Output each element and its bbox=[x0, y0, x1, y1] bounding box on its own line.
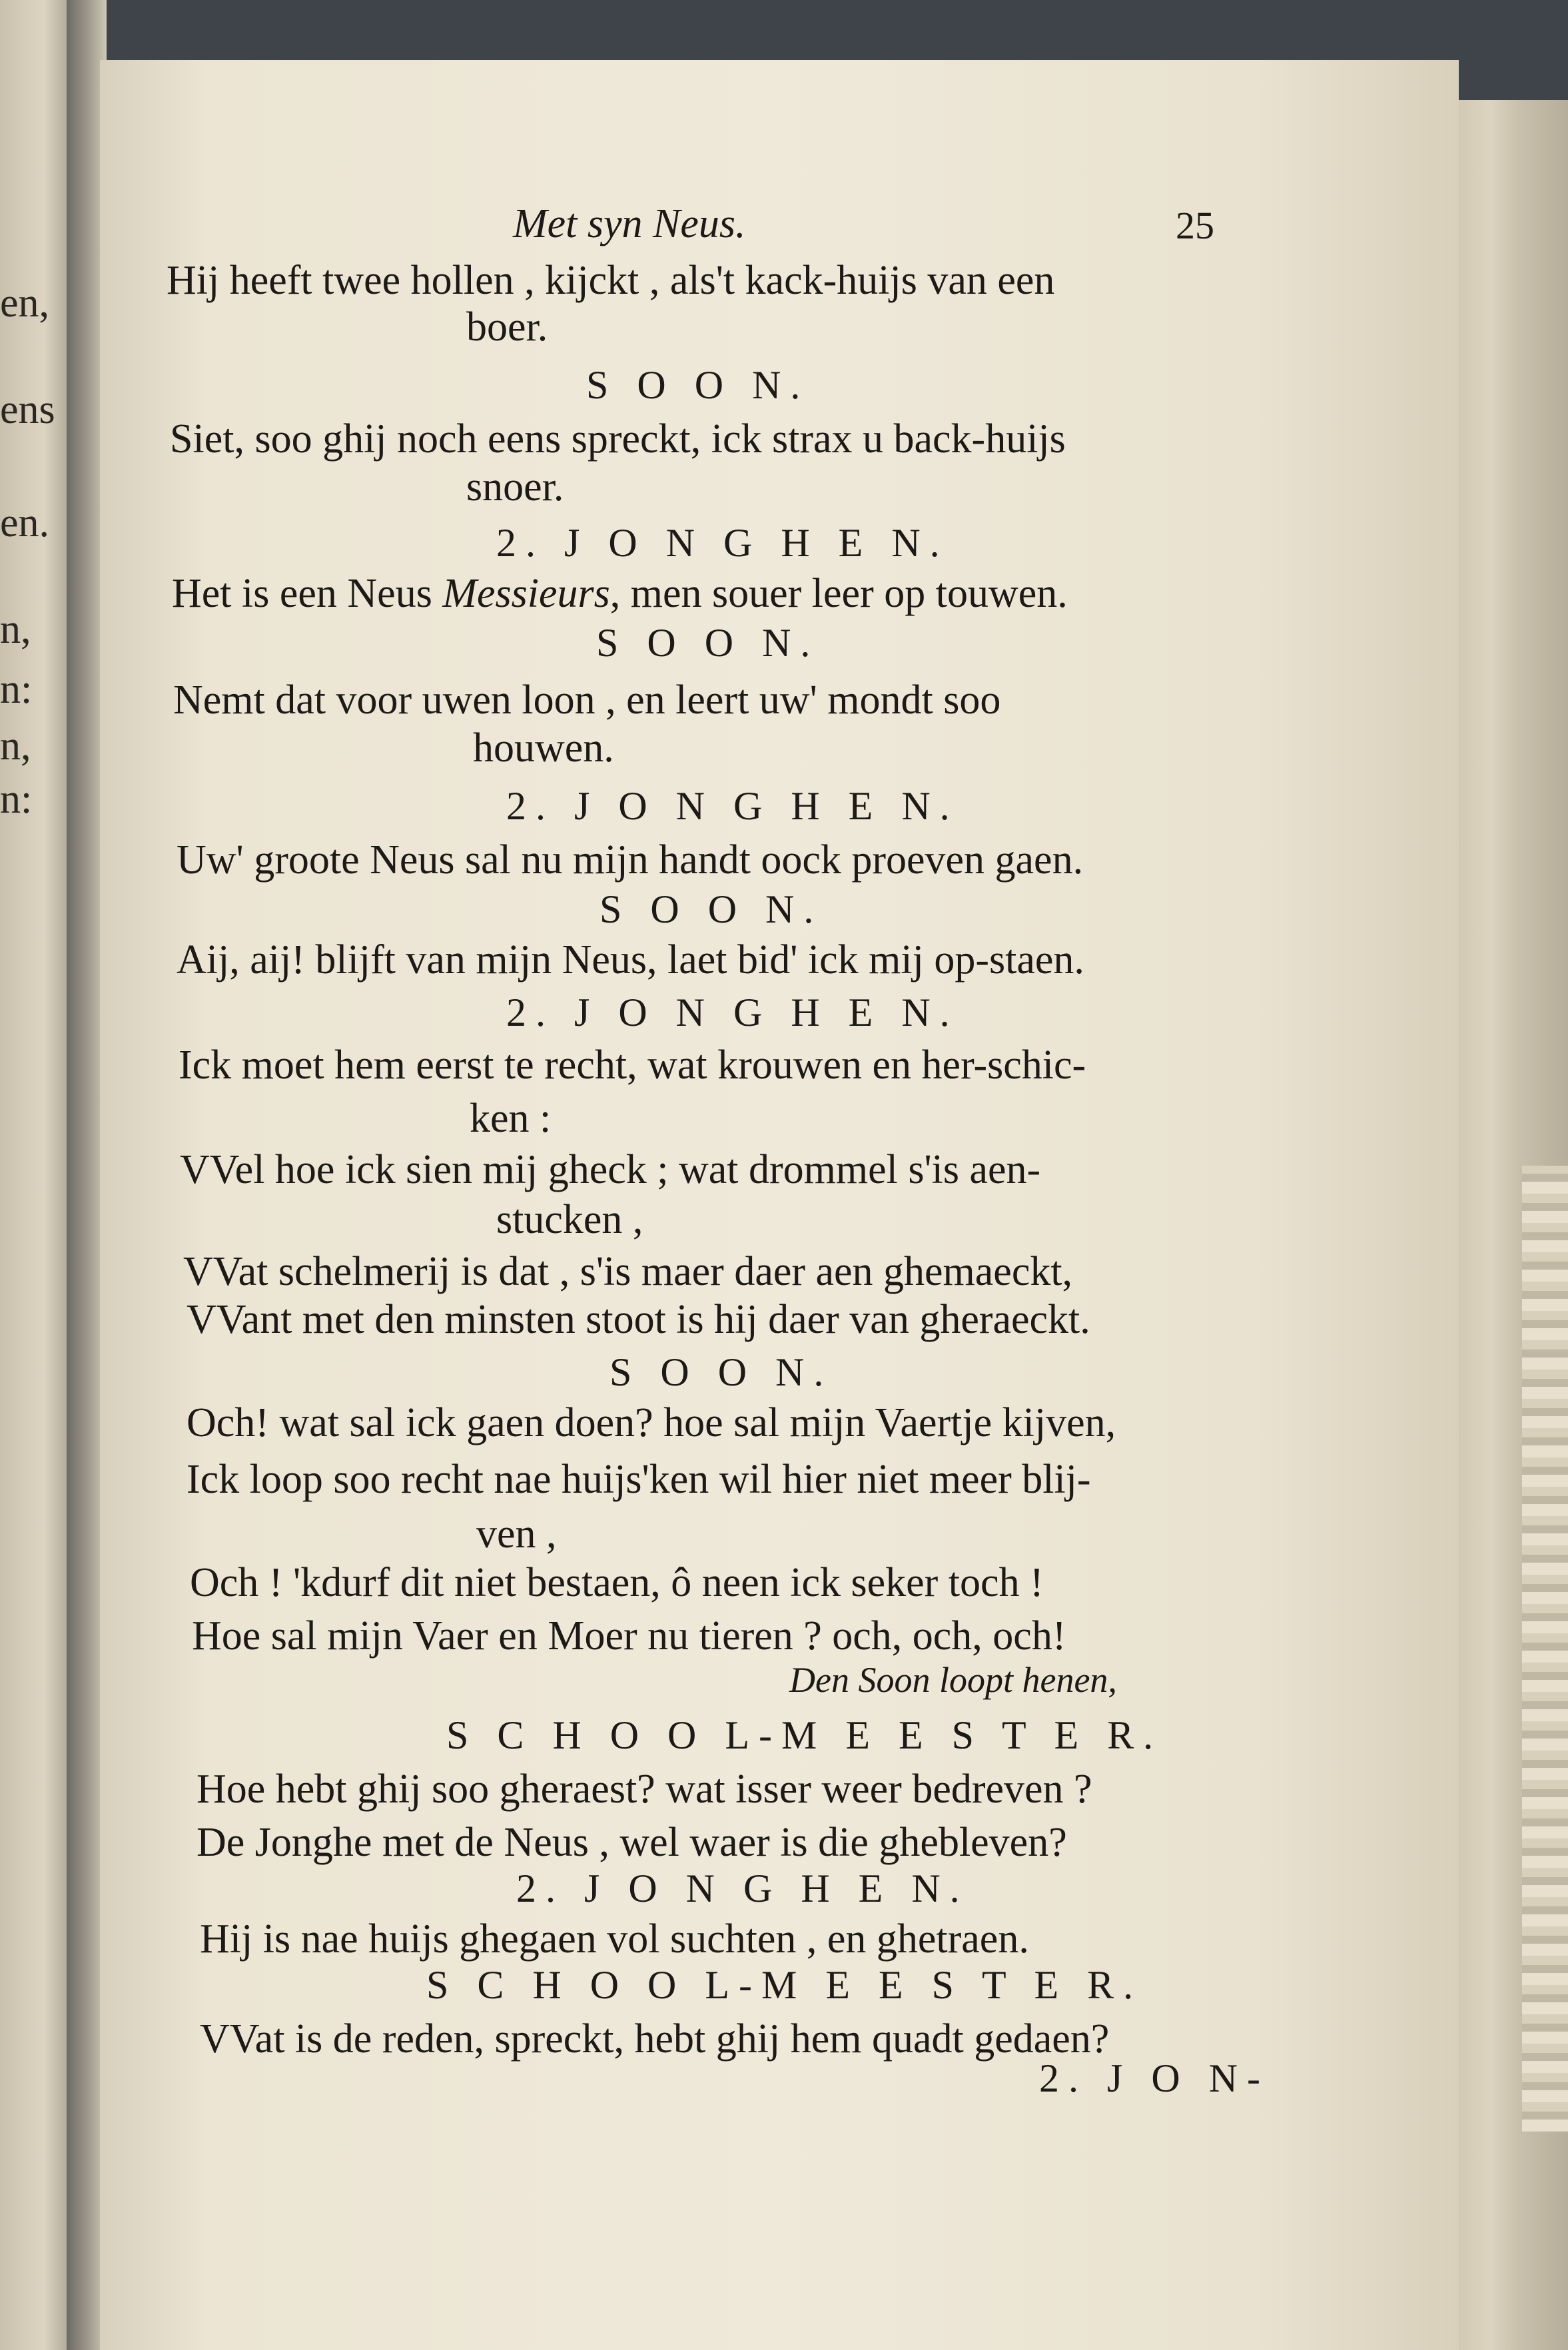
text-line: Het is een Neus Messieurs, men souer leer op touwen. bbox=[172, 571, 1068, 616]
speaker-heading: S O O N. bbox=[596, 621, 820, 665]
left-page-fragment: n: bbox=[0, 667, 33, 712]
speaker-heading: S O O N. bbox=[586, 363, 810, 407]
text-line: Hij heeft twee hollen , kijckt , als't kack-huijs van een bbox=[167, 258, 1055, 303]
left-page-fragment: n, bbox=[0, 723, 31, 769]
text-line: De Jonghe met de Neus , wel waer is die ghebleven? bbox=[196, 1820, 1067, 1865]
speaker-heading: S C H O O L-M E E S T E R. bbox=[446, 1713, 1163, 1757]
running-title: Met syn Neus. bbox=[513, 201, 746, 246]
text-line: Ick loop soo recht nae huijs'ken wil hier niet meer blij- bbox=[187, 1457, 1091, 1502]
left-page-fragment: en, bbox=[0, 280, 50, 326]
left-page-fragment: n: bbox=[0, 777, 33, 822]
speaker-heading: S O O N. bbox=[599, 887, 823, 931]
speaker-heading: 2. J O N G H E N. bbox=[506, 990, 959, 1034]
text-line: VVat schelmerij is dat , s'is maer daer aen ghemaeckt, bbox=[183, 1249, 1073, 1294]
speaker-heading: 2. J O N G H E N. bbox=[506, 784, 959, 828]
speaker-heading: S C H O O L-M E E S T E R. bbox=[426, 1963, 1143, 2007]
text-line: VVat is de reden, spreckt, hebt ghij hem quadt gedaen? bbox=[200, 2016, 1110, 2062]
text-line: Hij is nae huijs ghegaen vol suchten , en ghetraen. bbox=[200, 1916, 1029, 1962]
torn-page-edge bbox=[1522, 1166, 1568, 2132]
left-page-fragment: n, bbox=[0, 607, 31, 652]
text-line: Och ! 'kdurf dit niet bestaen, ô neen ick seker toch ! bbox=[190, 1560, 1044, 1605]
left-page-fragment: en. bbox=[0, 500, 50, 546]
text-line: snoer. bbox=[466, 464, 564, 510]
text-line: Uw' groote Neus sal nu mijn handt oock proeven gaen. bbox=[177, 837, 1084, 883]
text-line: Hoe hebt ghij soo gheraest? wat isser weer bedreven ? bbox=[196, 1766, 1092, 1812]
text-line: Och! wat sal ick gaen doen? hoe sal mijn Vaertje kijven, bbox=[187, 1400, 1116, 1445]
page-number: 25 bbox=[1176, 204, 1214, 247]
text-line: VVant met den minsten stoot is hij daer van gheraeckt. bbox=[187, 1297, 1090, 1342]
text-line: stucken , bbox=[496, 1197, 643, 1242]
text-line: ven , bbox=[476, 1511, 557, 1557]
text-line: Hoe sal mijn Vaer en Moer nu tieren ? och, och, och! bbox=[192, 1613, 1066, 1659]
text-line: houwen. bbox=[473, 725, 614, 771]
text-line: Aij, aij! blijft van mijn Neus, laet bid' ick mij op-staen. bbox=[177, 937, 1084, 982]
catchword: 2. J O N- bbox=[1039, 2056, 1270, 2100]
speaker-heading: 2. J O N G H E N. bbox=[496, 521, 949, 565]
speaker-heading: S O O N. bbox=[609, 1350, 833, 1394]
text-line: VVel hoe ick sien mij gheck ; wat drommel s'is aen- bbox=[180, 1147, 1041, 1192]
text-line: Ick moet hem eerst te recht, wat krouwen en her-schic- bbox=[179, 1042, 1086, 1088]
speaker-heading: 2. J O N G H E N. bbox=[516, 1866, 969, 1910]
text-line: ken : bbox=[470, 1096, 552, 1141]
text-line: Nemt dat voor uwen loon , en leert uw' mondt soo bbox=[173, 677, 1001, 723]
left-facing-page bbox=[0, 0, 73, 2350]
stage-direction: Den Soon loopt henen, bbox=[789, 1660, 1117, 1700]
left-page-fragment: ens bbox=[0, 387, 55, 432]
text-line: boer. bbox=[466, 304, 548, 350]
text-line: Siet, soo ghij noch eens spreckt, ick strax u back-huijs bbox=[170, 416, 1066, 462]
